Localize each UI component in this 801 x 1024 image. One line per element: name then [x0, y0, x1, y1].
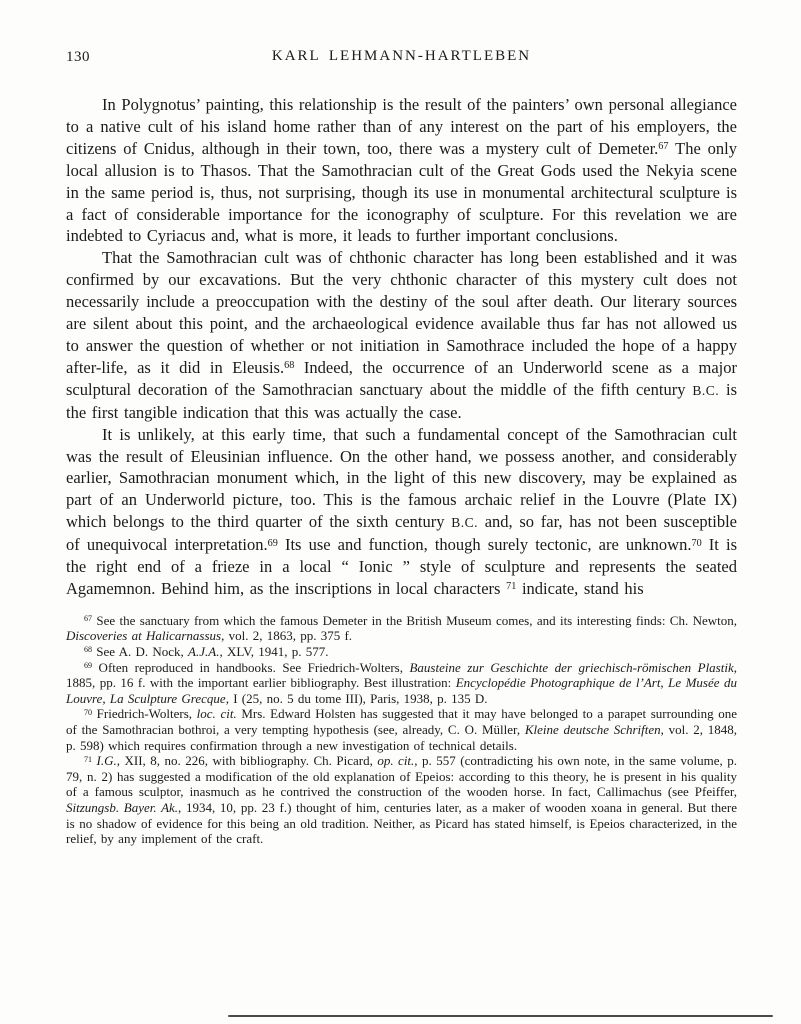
- text-run: , 1934, 10, pp. 23 f.) thought of him, centuries later, as a maker of wooden xoana in general. But there is no shadow of evidence for this being an old tradition. Neither, as Picard has stated himself, is Epeios characterized, in the relief, by any implement of the craft.: [66, 799, 737, 847]
- text-run: Friedrich-Wolters,: [92, 706, 197, 722]
- page-header: [66, 48, 737, 70]
- text-run: It is unlikely, at this early time, that such a fundamental concept of the Samothracian cult was the result of Eleusinian influence. On the other hand, we possess another, and considerably earlier, Samothracian monument which, in the light of this new discovery, may be explained as part of an Underworld picture, too. This is the famous archaic relief in the Louvre (Plate IX) which belongs to the third quarter of the sixth century: [66, 424, 737, 532]
- text-run: , 1885, pp. 16 f. with the important earlier bibliography. Best illustration:: [66, 659, 737, 691]
- body-paragraph-2: [66, 247, 737, 423]
- scan-edge-artifact: [228, 1015, 773, 1017]
- text-run: A.J.A.: [188, 644, 220, 660]
- footnote-reference: 69: [84, 661, 93, 670]
- footnote-reference: 70: [691, 537, 702, 549]
- footnote-reference: 67: [658, 141, 669, 153]
- text-run: , XII, 8, no. 226, with bibliography. Ch. Picard,: [116, 753, 378, 769]
- text-run: , vol. 2, 1848, p. 598) which requires confirmation through a new investigation of technical details.: [66, 722, 737, 753]
- text-run: and, so far, has not been susceptible of unequivocal interpretation.: [66, 512, 737, 555]
- page-number: 130: [66, 49, 90, 65]
- text-run: , p. 557 (contradicting his own note, in the same volume, p. 79, n. 2) has suggested a modification of the old explanation of Epeios: according to this theory, he is present in his quality of a famous sculptor, inasmuch as he contrived the construction of the wooden horse. In fact, Callimachus (see Pfeiffer,: [66, 753, 737, 800]
- text-run: Mrs. Edward Holsten has suggested that it may have belonged to a parapet surrounding one of the Samothracian bothroi, a very tempting hypothesis (see, already, C. O. Müller,: [66, 706, 737, 737]
- footnotes: [66, 613, 737, 847]
- text-run: , vol. 2, 1863, pp. 375 f.: [221, 628, 353, 644]
- footnote-reference: 69: [267, 537, 278, 549]
- text-run: Its use and function, though surely tectonic, are unknown.: [277, 535, 692, 555]
- text-run: Bausteine zur Geschichte der griechisch-römischen Plastik: [409, 659, 734, 675]
- text-run: indicate, stand his: [516, 578, 644, 598]
- body-text: [66, 94, 737, 600]
- footnote-reference: 68: [284, 360, 295, 372]
- text-run: , I (25, no. 5 du tome III), Paris, 1938, p. 135 D.: [225, 690, 488, 706]
- footnote-67: [66, 613, 737, 644]
- text-run: See A. D. Nock,: [92, 644, 189, 660]
- footnote-reference: 68: [84, 645, 93, 655]
- text-run: Indeed, the occurrence of an Underworld scene as a major sculptural decoration of the Samothracian sanctuary about the middle of the fifth century: [66, 357, 737, 399]
- footnote-reference: 71: [506, 581, 517, 593]
- text-run: See the sanctuary from which the famous Demeter in the British Museum comes, and its interesting finds: Ch. Newton,: [92, 612, 737, 628]
- text-run: It is the right end of a frieze in a local “ Ionic ” style of sculpture and represents the seated Agamemnon. Behind him, as the inscriptions in local characters: [66, 535, 737, 598]
- text-run: op. cit.: [377, 753, 415, 769]
- footnote-71: [66, 753, 737, 847]
- footnote-69: [66, 660, 737, 707]
- text-run: B.C.: [451, 515, 478, 531]
- text-run: In Polygnotus’ painting, this relationship is the result of the painters’ own personal allegiance to a native cult of his island home rather than of any interest on the part of his employers, the citizens of Cnidus, although in their town, too, there was a mystery cult of Demeter.: [66, 95, 737, 158]
- text-run: loc. cit.: [196, 706, 237, 722]
- running-head: KARL LEHMANN-HARTLEBEN: [271, 48, 532, 64]
- footnote-68: [66, 644, 737, 660]
- text-run: , XLV, 1941, p. 577.: [219, 644, 329, 660]
- text-run: Encyclopédie Photographique de l’Art, Le Musée du Louvre, La Sculpture Grecque: [66, 675, 737, 706]
- body-paragraph-1: [66, 94, 737, 247]
- text-run: B.C.: [692, 382, 720, 398]
- footnote-reference: 71: [84, 754, 93, 764]
- footnote-reference: 70: [84, 707, 93, 717]
- footnote-reference: 67: [84, 614, 93, 624]
- text-run: Discoveries at Halicarnassus: [66, 628, 222, 644]
- text-run: Often reproduced in handbooks. See Friedrich-Wolters,: [92, 659, 410, 675]
- text-run: Sitzungsb. Bayer. Ak.: [66, 799, 179, 815]
- text-run: The only local allusion is to Thasos. That the Samothracian cult of the Great Gods used the Nekyia scene in the same period is, thus, not surprising, though its use in monumental architectural sculpture is a fact of considerable importance for the iconography of sculpture. For this revelation we are indebted to Cyriacus and, what is more, it leads to further important conclusions.: [66, 138, 737, 246]
- footnote-70: [66, 706, 737, 753]
- text-run: That the Samothracian cult was of chthonic character has long been established and it was confirmed by our excavations. But the very chthonic character of this mystery cult does not necessarily include a preoccupation with the destiny of the soul after death. Our literary sources are silent about this point, and the archaeological evidence available thus far has not allowed us to answer the question of whether or not initiation in Samothrace included the hope of a happy after-life, as it did in Eleusis.: [66, 248, 737, 377]
- text-run: is the first tangible indication that this was actually the case.: [66, 379, 738, 422]
- text-run: I.G.: [96, 753, 117, 769]
- text-run: Kleine deutsche Schriften: [524, 722, 661, 737]
- body-paragraph-3: [66, 424, 737, 600]
